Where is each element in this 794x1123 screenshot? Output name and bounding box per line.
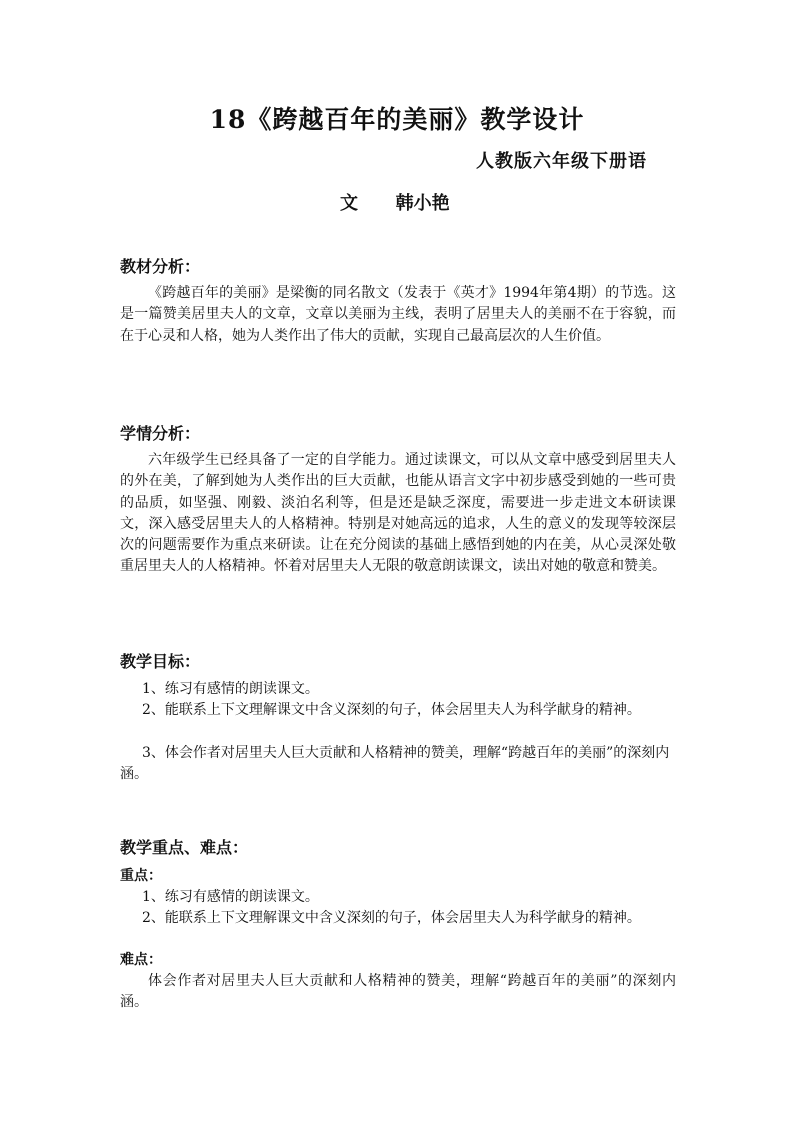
goal-item-3: 3、体会作者对居里夫人巨大贡献和人格精神的赞美，理解“跨越百年的美丽”的深刻内涵。 <box>120 745 670 783</box>
document-subtitle-line2: 文 韩小艳 <box>340 193 450 214</box>
difficulty-text: 体会作者对居里夫人巨大贡献和人格精神的赞美，理解“跨越百年的美丽”的深刻内涵。 <box>120 973 676 1011</box>
document-subtitle-line1: 人教版六年级下册语 <box>476 151 647 172</box>
section-heading-students: 学情分析： <box>120 424 201 443</box>
section-text-students: 六年级学生已经具备了一定的自学能力。通过读课文，可以从文章中感受到居里夫人的外在美，了解到她为人类作出的巨大贡献，也能从语言文字中初步感受到她的一些可贵的品质，如坚强、刚毅、淡泊名利等，但是还是缺乏深度，需要进一步走进文本研读课文，深入感受居里夫人的人格精神。特别是对她高远的追求，人生的意义的发现等较深层次的问题需要作为重点来研读。让在充分阅读的基础上感悟到她的内在美，从心灵深处敬重居里夫人的人格精神。怀着对居里夫人无限的敬意朗读课文，读出对她的敬意和赞美。 <box>120 452 676 575</box>
goal-item-1: 1、练习有感情的朗读课文。 <box>142 681 319 697</box>
focus-item-2: 2、能联系上下文理解课文中含义深刻的句子，体会居里夫人为科学献身的精神。 <box>142 910 641 926</box>
focus-item-1: 1、练习有感情的朗读课文。 <box>142 889 319 905</box>
document-title: 18《跨越百年的美丽》教学设计 <box>209 105 585 134</box>
difficulty-label: 难点： <box>120 952 162 968</box>
section-heading-goals: 教学目标： <box>120 652 201 671</box>
section-heading-material: 教材分析： <box>120 257 201 276</box>
focus-label: 重点： <box>120 868 162 884</box>
section-heading-key-points: 教学重点、难点： <box>120 838 249 857</box>
goal-item-2: 2、能联系上下文理解课文中含义深刻的句子，体会居里夫人为科学献身的精神。 <box>142 702 641 718</box>
section-text-material: 《跨越百年的美丽》是梁衡的同名散文（发表于《英才》1994年第4期）的节选。这是一篇赞美居里夫人的文章，文章以美丽为主线，表明了居里夫人的美丽不在于容貌，而在于心灵和人格，她为人类作出了伟大的贡献，实现自己最高层次的人生价值。 <box>120 285 676 344</box>
